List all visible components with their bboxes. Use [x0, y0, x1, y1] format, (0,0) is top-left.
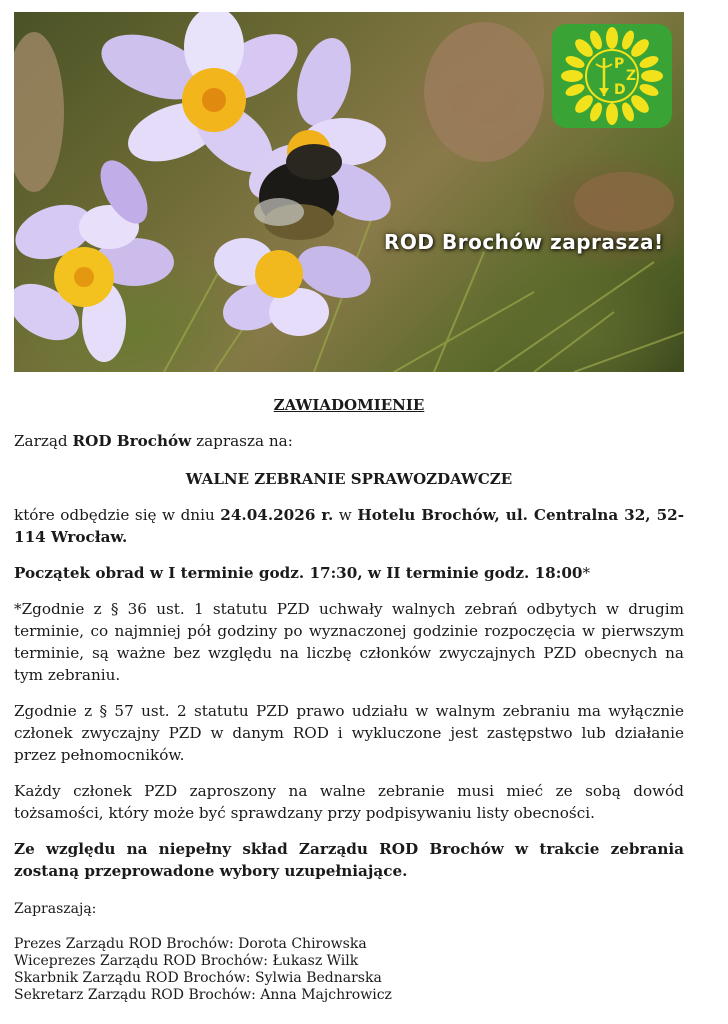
intro-org: ROD Brochów	[72, 432, 192, 450]
logo-letter-p: P	[614, 56, 625, 72]
meeting-name: WALNE ZEBRANIE SPRAWOZDAWCZE	[185, 470, 513, 488]
intro-suffix: zaprasza na:	[191, 432, 293, 450]
signers-list	[14, 936, 684, 1004]
when-prefix: które odbędzie się w dniu	[14, 506, 221, 524]
intro-prefix: Zarząd	[14, 432, 73, 450]
pzd-sunflower-icon	[552, 24, 672, 128]
start-times	[14, 562, 684, 584]
identity-paragraph: Każdy członek PZD zaproszony na walne zebranie musi mieć ze sobą dowód tożsamości, który może być sprawdzany przy podpisywaniu listy obecności.	[14, 782, 684, 822]
signer-treasurer: Skarbnik Zarządu ROD Brochów: Sylwia Bednarska	[14, 970, 382, 986]
intro-line	[14, 430, 684, 452]
statute-note: *Zgodnie z § 36 ust. 1 statutu PZD uchwały walnych zebrań odbytych w drugim terminie, co najmniej pół godziny po wyznaczonej godzinie rozpoczęcia w pierwszym terminie, są ważne bez względu na liczbę członków zwyczajnych PZD obecnych na tym zebraniu.	[14, 600, 684, 684]
signer-president: Prezes Zarządu ROD Brochów: Dorota Chirowska	[14, 936, 367, 952]
logo-letter-z: Z	[626, 68, 637, 84]
signer-secretary: Sekretarz Zarządu ROD Brochów: Anna Majchrowicz	[14, 987, 392, 1003]
notice-body	[14, 394, 684, 1004]
hero-caption: ROD Brochów zaprasza!	[384, 230, 664, 254]
participation-paragraph: Zgodnie z § 57 ust. 2 statutu PZD prawo udziału w walnym zebraniu ma wyłącznie członek zwyczajny PZD w danym ROD i wykluczone jest zastępstwo lub działanie przez pełnomocników.	[14, 702, 684, 764]
elections-paragraph: Ze względu na niepełny skład Zarządu ROD Brochów w trakcie zebrania zostaną przeprowadone wybory uzupełniające.	[14, 840, 684, 880]
start-text: Początek obrad w I terminie godz. 17:30, w II terminie godz. 18:00	[14, 564, 583, 582]
signer-vice-president: Wiceprezes Zarządu ROD Brochów: Łukasz Wilk	[14, 953, 359, 969]
pzd-logo	[552, 24, 672, 128]
when-in: w	[333, 506, 358, 524]
meeting-date: 24.04.2026	[220, 506, 316, 524]
notice-title: ZAWIADOMIENIE	[273, 396, 425, 414]
logo-letter-d: D	[614, 82, 626, 98]
date-suffix: r.	[315, 506, 334, 524]
hero-image	[14, 12, 684, 372]
meeting-place: Hotelu Brochów, ul. Centralna 32, 52-114 Wrocław.	[14, 506, 685, 546]
invite-label: Zapraszają:	[14, 901, 97, 917]
start-asterisk: *	[582, 564, 591, 582]
meeting-when	[14, 504, 684, 548]
